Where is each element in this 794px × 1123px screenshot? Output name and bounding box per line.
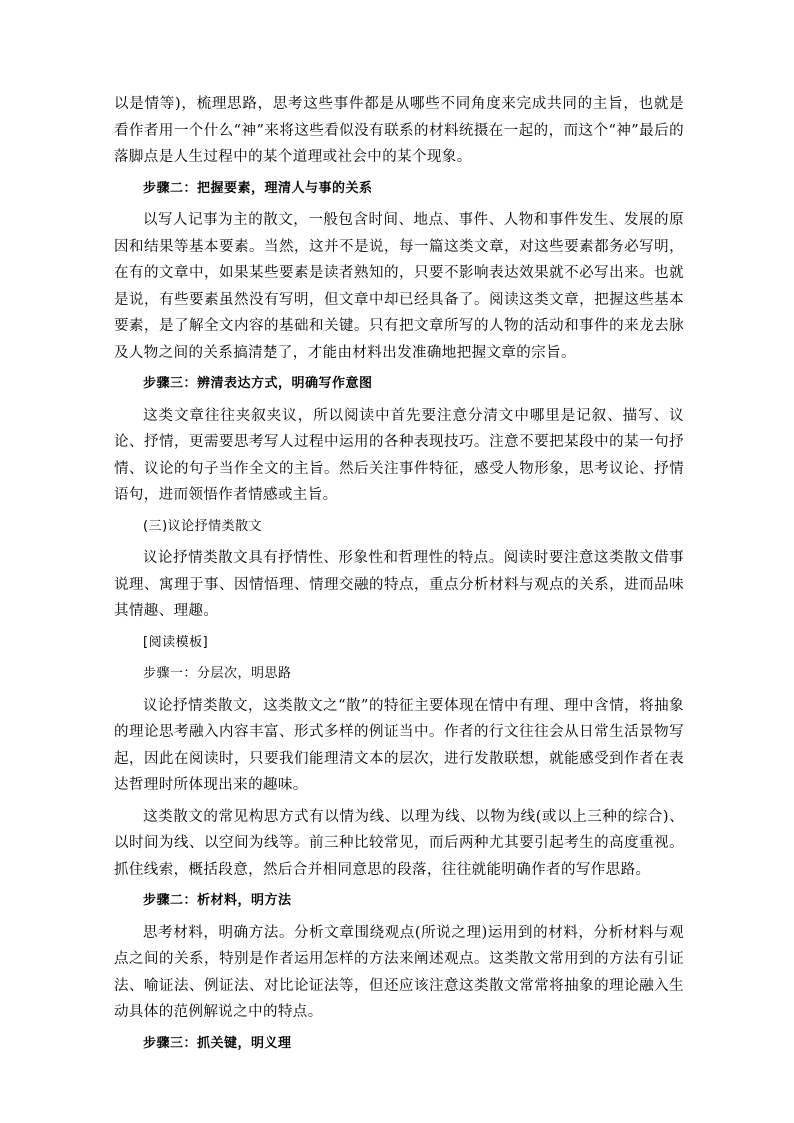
paragraph: 思考材料，明确方法。分析文章围绕观点(所说之理)运用到的材料，分析材料与观点之间的关系，特别是作者运用怎样的方法来阐述观点。这类散文常用到的方法有引证法、喻证法、例证法、对比论证法等，但还应该注意这类散文常常将抽象的理论融入生动具体的范例解说之中的特点。 — [114, 924, 684, 1020]
paragraph: 议论抒情类散文具有抒情性、形象性和哲理性的特点。阅读时要注意这类散文借事说理、寓理于事、因情悟理、情理交融的特点，重点分析材料与观点的关系，进而品味其情趣、理趣。 — [114, 550, 684, 619]
section-heading: 步骤三：辨清表达方式，明确写作意图 — [143, 376, 373, 391]
paragraph: 以是情等)，梳理思路，思考这些事件都是从哪些不同角度来完成共同的主旨，也就是看作者用一个什么“神”来将这些看似没有联系的材料统摄在一起的，而这个“神”最后的落脚点是人生过程中的某个道理或社会中的某个现象。 — [114, 96, 684, 165]
paragraph: 这类散文的常见构思方式有以情为线、以理为线、以物为线(或以上三种的综合)、以时间为线、以空间为线等。前三种比较常见，而后两种尤其要引起考生的高度重视。抓住线索，概括段意，然后合并相同意思的段落，往往就能明确作者的写作思路。 — [114, 808, 684, 878]
section-heading: 步骤二：把握要素，理清人与事的关系 — [143, 180, 373, 196]
paragraph: 以写人记事为主的散文，一般包含时间、地点、事件、人物和事件发生、发展的原因和结果等基本要素。当然，这并不是说，每一篇这类文章，对这些要素都务必写明，在有的文章中，如果某些要素是读者熟知的，只要不影响表达效果就不必写出来。也就是说，有些要素虽然没有写明，但文章中却已经具备了。阅读这类文章，把握这些基本要素，是了解全文内容的基础和关键。只有把文章所写的人物的活动和事件的来龙去脉及人物之间的关系搞清楚了，才能由材料出发准确地把握文章的宗旨。 — [114, 212, 684, 361]
paragraph: 议论抒情类散文，这类散文之“散”的特征主要体现在情中有理、理中含情，将抽象的理论思考融入内容丰富、形式多样的例证当中。作者的行文往往会从日常生活景物写起，因此在阅读时，只要我们能理清文本的层次，进行发散联想，就能感受到作者在表达哲理时所体现出来的趣味。 — [114, 697, 684, 793]
section-heading: (三)议论抒情类散文 — [143, 518, 263, 534]
section-heading: 步骤一：分层次，明思路 — [143, 666, 292, 681]
document-body — [114, 91, 684, 1057]
section-heading: 步骤二：析材料，明方法 — [143, 893, 292, 908]
section-heading: 步骤三：抓关键，明义理 — [143, 1035, 292, 1051]
paragraph: 这类文章往往夹叙夹议，所以阅读中首先要注意分清文中哪里是记叙、描写、议论、抒情，更需要思考写人过程中运用的各种表现技巧。注意不要把某段中的某一句抒情、议论的句子当作全文的主旨。然后关注事件特征，感受人物形象，思考议论、抒情语句，进而领悟作者情感或主旨。 — [114, 407, 684, 503]
section-heading: [阅读模板] — [143, 634, 209, 650]
